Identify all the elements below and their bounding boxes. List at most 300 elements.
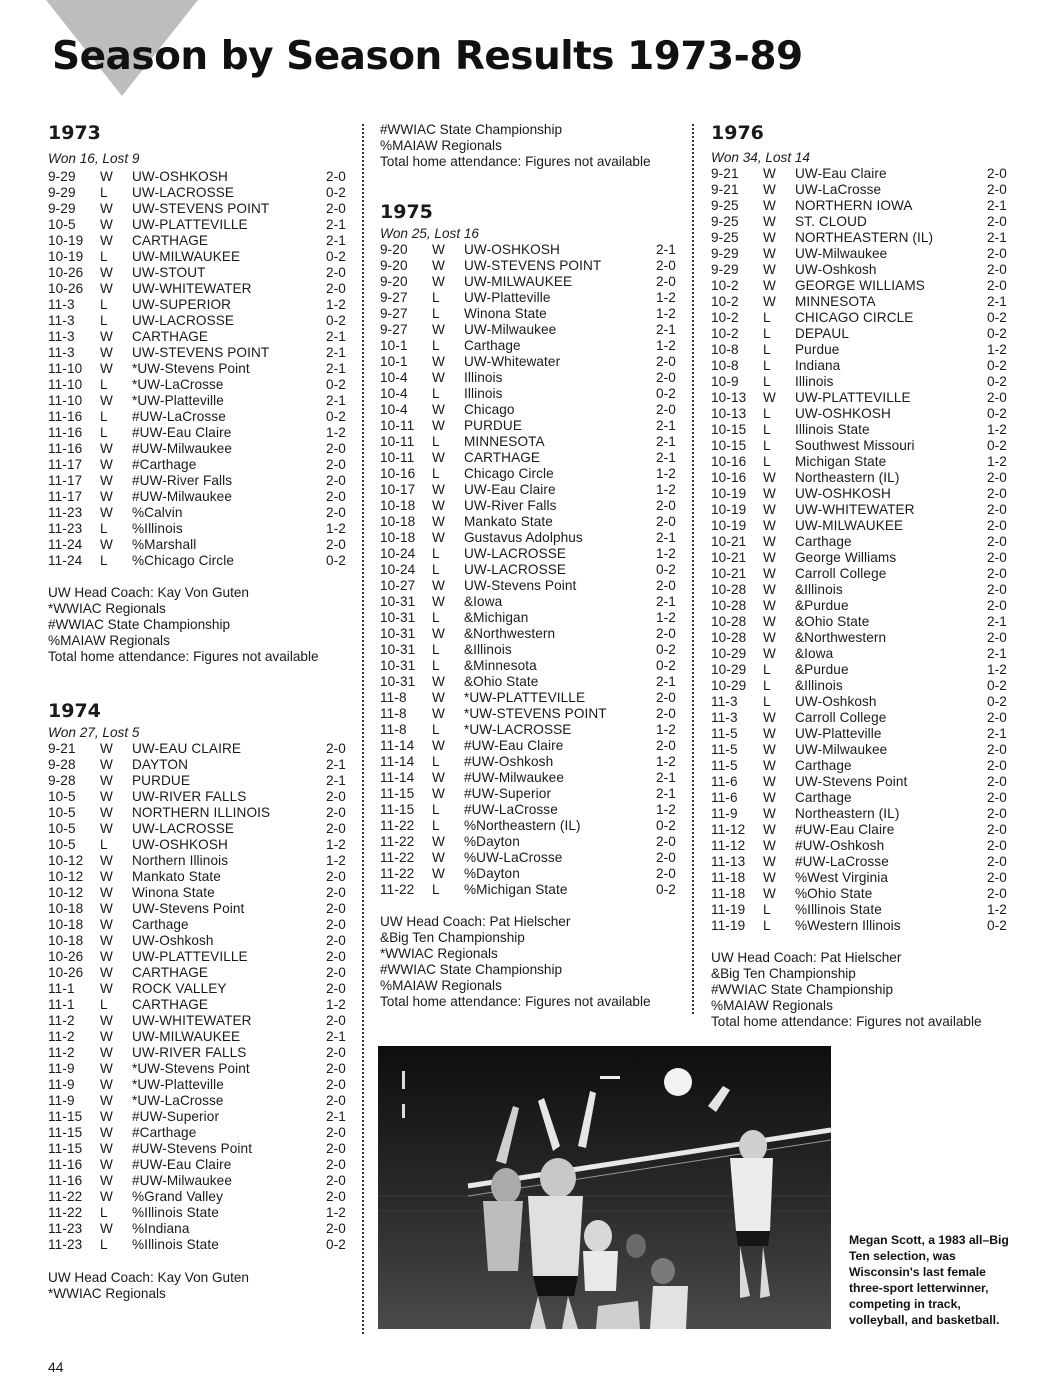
- result-score: 2-0: [987, 502, 1007, 517]
- result-opponent: CARTHAGE: [464, 450, 541, 465]
- result-opponent: UW-Milwaukee: [795, 742, 888, 757]
- result-score: 2-0: [987, 390, 1007, 405]
- result-row: [48, 1189, 350, 1205]
- result-date: 10-31: [380, 610, 416, 625]
- result-outcome: L: [763, 454, 771, 469]
- photo-caption: Megan Scott, a 1983 all–Big Ten selection, was Wisconsin's last female three-sport letterwinner, competing in track, volleyball, and basketball.: [849, 1233, 1009, 1327]
- result-opponent: Carthage: [464, 338, 521, 353]
- result-score: 2-0: [987, 742, 1007, 757]
- result-opponent: &Ohio State: [795, 614, 870, 629]
- result-row: [380, 626, 680, 642]
- season-note: *WWIAC Regionals: [48, 600, 166, 616]
- result-row: [711, 486, 1011, 502]
- result-score: 2-1: [987, 726, 1007, 741]
- result-date: 9-21: [711, 166, 739, 181]
- result-outcome: W: [100, 1188, 113, 1204]
- result-date: 11-14: [380, 738, 415, 753]
- result-score: 2-1: [987, 646, 1007, 661]
- result-row: [48, 869, 350, 885]
- result-opponent: Purdue: [795, 342, 840, 357]
- result-score: 0-2: [326, 184, 346, 200]
- result-opponent: CARTHAGE: [132, 964, 209, 980]
- result-score: 2-1: [656, 434, 676, 449]
- result-date: 11-23: [48, 1236, 83, 1252]
- result-outcome: W: [432, 770, 445, 785]
- result-row: [380, 722, 680, 738]
- result-row: [711, 598, 1011, 614]
- result-date: 10-16: [711, 470, 747, 485]
- result-date: 11-8: [380, 722, 407, 737]
- result-date: 11-14: [380, 770, 415, 785]
- result-opponent: UW-Oshkosh: [795, 694, 877, 709]
- result-opponent: *UW-Platteville: [132, 392, 224, 408]
- result-row: [711, 758, 1011, 774]
- result-outcome: W: [432, 850, 445, 865]
- result-outcome: W: [763, 294, 776, 309]
- result-row: [48, 981, 350, 997]
- result-date: 11-16: [48, 1156, 83, 1172]
- result-date: 11-3: [48, 296, 75, 312]
- result-row: [380, 690, 680, 706]
- result-opponent: &Northwestern: [464, 626, 556, 641]
- result-outcome: W: [100, 392, 113, 408]
- result-opponent: %Illinois State: [132, 1236, 219, 1252]
- result-date: 11-15: [380, 786, 415, 801]
- result-outcome: W: [763, 726, 776, 741]
- result-date: 11-15: [380, 802, 415, 817]
- result-row: [48, 409, 350, 425]
- result-opponent: %Illinois State: [795, 902, 882, 917]
- result-row: [48, 361, 350, 377]
- result-outcome: L: [432, 290, 440, 305]
- result-opponent: UW-Stevens Point: [795, 774, 908, 789]
- result-score: 1-2: [656, 482, 676, 497]
- season-note: %MAIAW Regionals: [48, 632, 170, 648]
- result-row: [711, 822, 1011, 838]
- result-opponent: &Iowa: [795, 646, 834, 661]
- result-opponent: UW-Oshkosh: [795, 262, 877, 277]
- result-score: 2-0: [656, 690, 676, 705]
- result-opponent: UW-OSHKOSH: [464, 242, 560, 257]
- result-opponent: UW-Oshkosh: [132, 932, 214, 948]
- result-opponent: NORTHEASTERN (IL): [795, 230, 934, 245]
- result-outcome: W: [100, 820, 113, 836]
- result-opponent: #UW-Eau Claire: [464, 738, 564, 753]
- result-score: 2-0: [656, 866, 676, 881]
- result-score: 2-0: [326, 472, 346, 488]
- result-opponent: %Chicago Circle: [132, 552, 234, 568]
- result-row: [48, 553, 350, 569]
- result-score: 2-1: [656, 770, 676, 785]
- result-score: 0-2: [987, 406, 1007, 421]
- result-score: 2-0: [987, 598, 1007, 613]
- result-row: [48, 185, 350, 201]
- result-outcome: W: [763, 646, 776, 661]
- result-outcome: W: [100, 328, 113, 344]
- result-outcome: W: [100, 852, 113, 868]
- result-date: 9-28: [48, 772, 76, 788]
- result-row: [380, 530, 680, 546]
- result-date: 10-16: [711, 454, 747, 469]
- result-outcome: W: [763, 806, 776, 821]
- result-outcome: W: [100, 1060, 113, 1076]
- result-row: [48, 1157, 350, 1173]
- result-score: 2-0: [326, 264, 346, 280]
- result-outcome: L: [100, 248, 108, 264]
- result-outcome: W: [432, 834, 445, 849]
- result-date: 11-22: [48, 1204, 83, 1220]
- result-row: [48, 217, 350, 233]
- result-outcome: W: [100, 964, 113, 980]
- result-outcome: W: [100, 344, 113, 360]
- result-score: 0-2: [987, 438, 1007, 453]
- result-outcome: L: [763, 662, 771, 677]
- season-note: #WWIAC State Championship: [380, 122, 563, 137]
- result-score: 1-2: [656, 338, 676, 353]
- result-score: 1-2: [656, 546, 676, 561]
- result-date: 10-5: [48, 216, 76, 232]
- result-row: [711, 262, 1011, 278]
- result-score: 2-0: [326, 1156, 346, 1172]
- result-row: [380, 610, 680, 626]
- result-opponent: *UW-Stevens Point: [132, 360, 250, 376]
- result-outcome: W: [432, 322, 445, 337]
- result-row: [711, 694, 1011, 710]
- result-date: 11-14: [380, 754, 415, 769]
- season-results-1976: [711, 166, 1011, 934]
- result-opponent: Carthage: [795, 758, 852, 773]
- page-title: Season by Season Results 1973-89: [52, 34, 803, 79]
- result-row: [48, 789, 350, 805]
- result-outcome: W: [763, 838, 776, 853]
- result-date: 10-29: [711, 678, 747, 693]
- result-score: 2-0: [987, 758, 1007, 773]
- result-opponent: UW-LACROSSE: [132, 184, 235, 200]
- result-score: 2-0: [987, 470, 1007, 485]
- result-row: [48, 741, 350, 757]
- result-score: 1-2: [987, 454, 1007, 469]
- result-date: 11-3: [48, 312, 75, 328]
- result-date: 10-12: [48, 868, 84, 884]
- result-row: [711, 662, 1011, 678]
- result-outcome: W: [100, 884, 113, 900]
- result-score: 2-0: [656, 514, 676, 529]
- season-note: Total home attendance: Figures not available: [380, 154, 651, 169]
- result-date: 9-21: [711, 182, 739, 197]
- result-date: 10-26: [48, 948, 84, 964]
- result-opponent: #UW-Oshkosh: [464, 754, 554, 769]
- result-row: [48, 1221, 350, 1237]
- result-score: 2-1: [987, 614, 1007, 629]
- result-score: 2-0: [326, 868, 346, 884]
- result-outcome: W: [432, 482, 445, 497]
- result-row: [380, 562, 680, 578]
- result-score: 2-0: [326, 168, 346, 184]
- result-opponent: ST. CLOUD: [795, 214, 867, 229]
- season-notes-1974-continued: [380, 122, 680, 170]
- result-opponent: *UW-LaCrosse: [132, 376, 224, 392]
- result-date: 10-18: [380, 498, 416, 513]
- result-row: [48, 377, 350, 393]
- result-row: [711, 390, 1011, 406]
- result-opponent: #UW-Eau Claire: [795, 822, 895, 837]
- result-score: 2-0: [987, 886, 1007, 901]
- season-note: Total home attendance: Figures not available: [48, 648, 319, 664]
- result-score: 2-0: [656, 274, 676, 289]
- result-score: 2-0: [987, 214, 1007, 229]
- result-row: [380, 770, 680, 786]
- result-score: 0-2: [987, 310, 1007, 325]
- season-notes-1975: [380, 914, 680, 1010]
- result-opponent: UW-Eau Claire: [464, 482, 556, 497]
- result-date: 10-5: [48, 804, 76, 820]
- result-outcome: W: [432, 578, 445, 593]
- result-outcome: W: [763, 854, 776, 869]
- result-outcome: W: [100, 772, 113, 788]
- result-opponent: &Purdue: [795, 662, 849, 677]
- result-date: 11-3: [48, 328, 75, 344]
- result-outcome: W: [432, 450, 445, 465]
- result-row: [711, 230, 1011, 246]
- result-outcome: W: [763, 246, 776, 261]
- result-outcome: L: [100, 996, 108, 1012]
- result-outcome: W: [100, 1140, 113, 1156]
- column-middle: [380, 122, 680, 1010]
- result-row: [711, 518, 1011, 534]
- result-outcome: L: [100, 312, 108, 328]
- result-opponent: UW-LACROSSE: [464, 562, 567, 577]
- season-record-1974: Won 27, Lost 5: [48, 724, 140, 740]
- result-row: [380, 370, 680, 386]
- result-row: [48, 1173, 350, 1189]
- result-row: [48, 1013, 350, 1029]
- result-score: 2-0: [987, 582, 1007, 597]
- season-year-1975: 1975: [380, 201, 433, 223]
- result-outcome: W: [100, 1092, 113, 1108]
- result-opponent: UW-STEVENS POINT: [132, 344, 270, 360]
- result-opponent: #UW-Eau Claire: [132, 1156, 232, 1172]
- season-note: %MAIAW Regionals: [380, 138, 502, 153]
- result-date: 10-13: [711, 406, 747, 421]
- result-date: 9-27: [380, 306, 408, 321]
- result-row: [711, 342, 1011, 358]
- result-outcome: W: [100, 168, 113, 184]
- result-score: 2-1: [656, 242, 676, 257]
- result-score: 2-0: [326, 280, 346, 296]
- result-outcome: L: [763, 326, 771, 341]
- result-score: 2-0: [987, 838, 1007, 853]
- result-row: [48, 313, 350, 329]
- result-row: [711, 630, 1011, 646]
- result-date: 10-11: [380, 450, 415, 465]
- result-date: 11-12: [711, 838, 746, 853]
- result-opponent: UW-STEVENS POINT: [132, 200, 270, 216]
- result-opponent: UW-OSHKOSH: [132, 836, 228, 852]
- result-opponent: &Northwestern: [795, 630, 887, 645]
- result-row: [711, 918, 1011, 934]
- result-row: [380, 834, 680, 850]
- result-date: 10-21: [711, 566, 747, 581]
- volleyball-action-photo: [378, 1046, 831, 1329]
- result-opponent: %Dayton: [464, 834, 520, 849]
- result-outcome: L: [100, 296, 108, 312]
- result-score: 2-0: [656, 850, 676, 865]
- result-date: 9-29: [48, 168, 76, 184]
- result-opponent: Mankato State: [464, 514, 553, 529]
- result-outcome: W: [432, 242, 445, 257]
- result-opponent: #UW-Milwaukee: [132, 488, 233, 504]
- result-outcome: W: [100, 504, 113, 520]
- result-score: 1-2: [987, 342, 1007, 357]
- result-date: 9-27: [380, 290, 408, 305]
- result-date: 10-26: [48, 280, 84, 296]
- result-opponent: UW-LACROSSE: [132, 820, 235, 836]
- result-opponent: %West Virginia: [795, 870, 889, 885]
- result-score: 1-2: [656, 610, 676, 625]
- result-row: [711, 806, 1011, 822]
- result-row: [48, 997, 350, 1013]
- result-row: [48, 1077, 350, 1093]
- result-date: 10-26: [48, 964, 84, 980]
- result-score: 0-2: [656, 818, 676, 833]
- result-opponent: Chicago Circle: [464, 466, 554, 481]
- result-opponent: Mankato State: [132, 868, 221, 884]
- result-outcome: W: [432, 530, 445, 545]
- result-row: [711, 470, 1011, 486]
- result-score: 2-0: [656, 834, 676, 849]
- result-opponent: *UW-PLATTEVILLE: [464, 690, 586, 705]
- result-row: [48, 773, 350, 789]
- result-row: [48, 1205, 350, 1221]
- result-date: 11-22: [380, 882, 415, 897]
- result-score: 1-2: [656, 290, 676, 305]
- result-outcome: W: [763, 630, 776, 645]
- result-score: 2-1: [656, 530, 676, 545]
- season-note: #WWIAC State Championship: [711, 982, 894, 997]
- result-row: [48, 505, 350, 521]
- result-opponent: #UW-LaCrosse: [795, 854, 889, 869]
- result-score: 0-2: [326, 248, 346, 264]
- result-outcome: W: [432, 402, 445, 417]
- result-outcome: W: [100, 440, 113, 456]
- result-opponent: UW-OSHKOSH: [132, 168, 228, 184]
- result-opponent: UW-WHITEWATER: [795, 502, 915, 517]
- result-date: 10-31: [380, 674, 416, 689]
- result-score: 2-0: [987, 822, 1007, 837]
- result-score: 2-1: [656, 674, 676, 689]
- result-date: 10-31: [380, 642, 416, 657]
- result-opponent: Indiana: [795, 358, 841, 373]
- result-row: [711, 902, 1011, 918]
- result-opponent: UW-STEVENS POINT: [464, 258, 602, 273]
- result-date: 10-4: [380, 386, 408, 401]
- column-divider-1: [362, 124, 364, 1334]
- result-outcome: W: [100, 1012, 113, 1028]
- result-score: 1-2: [656, 306, 676, 321]
- result-date: 11-22: [380, 818, 415, 833]
- result-score: 0-2: [326, 312, 346, 328]
- result-score: 2-0: [326, 1172, 346, 1188]
- result-score: 0-2: [326, 552, 346, 568]
- result-row: [711, 790, 1011, 806]
- result-opponent: DEPAUL: [795, 326, 849, 341]
- result-opponent: Chicago: [464, 402, 515, 417]
- result-score: 2-1: [326, 360, 346, 376]
- result-date: 11-6: [711, 790, 738, 805]
- result-row: [380, 818, 680, 834]
- result-date: 10-15: [711, 438, 747, 453]
- result-opponent: %Marshall: [132, 536, 197, 552]
- result-outcome: L: [100, 1236, 108, 1252]
- result-opponent: UW-Milwaukee: [464, 322, 557, 337]
- result-row: [380, 354, 680, 370]
- result-row: [380, 274, 680, 290]
- result-opponent: Illinois: [464, 370, 503, 385]
- result-outcome: W: [100, 456, 113, 472]
- result-date: 11-24: [48, 552, 83, 568]
- result-date: 10-5: [48, 836, 76, 852]
- result-outcome: L: [763, 918, 771, 933]
- result-date: 10-19: [711, 502, 747, 517]
- result-score: 2-0: [326, 504, 346, 520]
- result-opponent: UW-RIVER FALLS: [132, 1044, 247, 1060]
- result-outcome: W: [763, 742, 776, 757]
- result-outcome: W: [763, 518, 776, 533]
- result-score: 2-0: [326, 1044, 346, 1060]
- result-date: 10-2: [711, 310, 739, 325]
- result-row: [48, 933, 350, 949]
- result-opponent: MINNESOTA: [795, 294, 876, 309]
- result-date: 11-12: [711, 822, 746, 837]
- result-opponent: #UW-Superior: [464, 786, 552, 801]
- result-score: 2-0: [326, 1140, 346, 1156]
- result-row: [711, 358, 1011, 374]
- result-outcome: W: [100, 264, 113, 280]
- result-date: 10-18: [48, 932, 84, 948]
- result-date: 10-29: [711, 646, 747, 661]
- result-row: [711, 454, 1011, 470]
- result-score: 1-2: [326, 996, 346, 1012]
- season-year-1976: 1976: [711, 122, 764, 144]
- result-outcome: W: [100, 1076, 113, 1092]
- season-note: UW Head Coach: Kay Von Guten: [48, 584, 249, 600]
- result-row: [711, 582, 1011, 598]
- result-date: 9-29: [48, 200, 76, 216]
- result-score: 2-0: [326, 1092, 346, 1108]
- result-outcome: W: [100, 932, 113, 948]
- result-outcome: L: [432, 818, 440, 833]
- result-row: [48, 393, 350, 409]
- result-opponent: #UW-Milwaukee: [132, 1172, 233, 1188]
- result-date: 11-9: [48, 1092, 75, 1108]
- result-row: [48, 757, 350, 773]
- result-row: [711, 838, 1011, 854]
- result-outcome: W: [100, 804, 113, 820]
- result-outcome: W: [763, 278, 776, 293]
- result-opponent: UW-Stevens Point: [132, 900, 245, 916]
- result-date: 11-13: [711, 854, 746, 869]
- result-outcome: L: [100, 376, 108, 392]
- result-opponent: UW-PLATTEVILLE: [132, 948, 248, 964]
- result-opponent: Illinois: [795, 374, 834, 389]
- result-opponent: CARTHAGE: [132, 232, 209, 248]
- result-row: [380, 402, 680, 418]
- result-row: [380, 546, 680, 562]
- result-score: 2-0: [656, 626, 676, 641]
- result-date: 10-9: [711, 374, 739, 389]
- result-outcome: L: [432, 642, 440, 657]
- season-note: %MAIAW Regionals: [380, 978, 502, 993]
